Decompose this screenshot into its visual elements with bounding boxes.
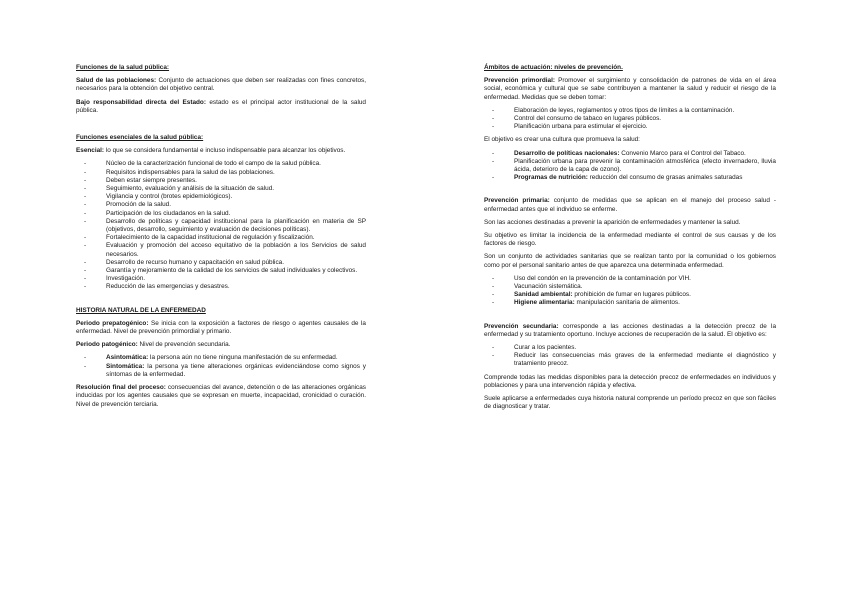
term-programas-nutricion: Programas de nutrición: <box>514 174 588 182</box>
list-funciones-esenciales <box>76 160 366 291</box>
term-responsabilidad-estado: Bajo responsabilidad directa del Estado: <box>76 98 206 106</box>
text-programas-nutricion: reducción del consumo de grasas animales saturadas <box>587 174 743 182</box>
term-prepatogenico: Periodo prepatogénico: <box>76 319 149 327</box>
list-item: - Vigilancia y control (brotes epidemiológicos). <box>84 193 366 201</box>
heading-funciones-esenciales: Funciones esenciales de la salud pública: <box>76 134 204 142</box>
paragraph-patogenico <box>76 341 366 349</box>
text-asintomatica: la persona aún no tiene ninguna manifestación de su enfermedad. <box>148 354 338 362</box>
list-item <box>84 354 366 362</box>
list-item: - Fortalecimiento de la capacidad institucional de regulación y fiscalización. <box>84 234 366 242</box>
text-higiene-alimentaria: manipulación sanitaria de alimentos. <box>574 299 680 307</box>
heading-historia-natural: HISTORIA NATURAL DE LA ENFERMEDAD <box>76 306 206 314</box>
paragraph-prevencion-secundaria <box>484 323 776 339</box>
list-item: - Control del consumo de tabaco en lugares públicos. <box>492 115 776 123</box>
list-item: - Promoción de la salud. <box>84 201 366 209</box>
term-salud-poblaciones: Salud de las poblaciones: <box>76 77 157 85</box>
list-item: - Requisitos indispensables para la salud de las poblaciones. <box>84 169 366 177</box>
list-item: - Deben estar siempre presentes. <box>84 177 366 185</box>
list-secundaria <box>484 344 776 369</box>
list-item <box>492 150 776 158</box>
heading-ambitos: Ámbitos de actuación: niveles de prevención. <box>484 64 623 71</box>
paragraph-primordial <box>484 77 776 102</box>
list-item: - Investigación. <box>84 275 366 283</box>
list-item: - Garantía y mejoramiento de la calidad de los servicios de salud individuales y colectivos. <box>84 267 366 275</box>
text-primordial: Promover el surgimiento y consolidación de patrones de vida en el área social, económica y cultural que se sabe contribuyen a mantener la salud y reducir el riesgo de la enfermedad. Medidas que se deben tomar: <box>484 77 776 101</box>
text-planificacion-urbana: Planificación urbana para prevenir la contaminación atmosférica (efecto invernadero, lluvia ácida, deterioro de la capa de ozono). <box>514 157 776 174</box>
term-patogenico: Periodo patogénico: <box>76 341 138 349</box>
paragraph-secundaria-medidas: Comprende todas las medidas disponibles para la detección precoz de enfermedades en individuos y poblaciones y para una intervención rápida y efectiva. <box>484 373 776 389</box>
list-item: - Seguimiento, evaluación y análisis de la situación de salud. <box>84 185 366 193</box>
term-prevencion-secundaria: Prevención secundaria: <box>484 322 559 330</box>
list-item: - Núcleo de la caracterización funcional de todo el campo de la salud pública. <box>84 160 366 168</box>
right-column <box>484 64 776 417</box>
list-medidas-primordial <box>484 107 776 132</box>
list-item: - Desarrollo de políticas y capacidad institucional para la planificación en materia de SP (objetivos, desarrollo, seguimiento y evaluación de decisiones políticas). <box>84 218 366 234</box>
text-esencial: lo que se considera fundamental e incluso indispensable para alcanzar los objetivos. <box>104 147 346 155</box>
list-item: - Desarrollo de recurso humano y capacitación en salud pública. <box>84 259 366 267</box>
list-item <box>492 283 776 291</box>
term-asintomatica: Asintomática: <box>106 354 149 362</box>
text-sanidad-ambiental: prohibición de fumar en lugares públicos. <box>572 291 691 299</box>
text-condon: Uso del condón en la prevención de la contaminación por VIH. <box>514 274 691 282</box>
list-item: - Evaluación y promoción del acceso equitativo de la población a los Servicios de salud necesarios. <box>84 242 366 258</box>
list-item: - Planificación urbana para estimular el ejercicio. <box>492 123 776 131</box>
paragraph-primaria-acciones: Son las acciones destinadas a prevenir la aparición de enfermedades y mantener la salud. <box>484 218 741 226</box>
text-salud-poblaciones: Conjunto de actuaciones que deben ser realizadas con fines concretos, necesarios para la obtención del objetivo central. <box>76 77 366 93</box>
list-item <box>492 158 776 174</box>
paragraph-secundaria-aplicacion: Suele aplicarse a enfermedades cuya historia natural comprende un período precoz en que son fáciles de diagnosticar y tratar. <box>484 395 776 411</box>
text-sintomatica: la persona ya tiene alteraciones orgánicas evidenciándose como signos y síntomas de la enfermedad. <box>106 362 366 378</box>
paragraph-prepatogenico <box>76 320 366 336</box>
list-cultura-salud <box>484 150 776 183</box>
list-item <box>492 174 776 182</box>
list-item <box>492 299 776 307</box>
text-politicas-nacionales: Convenio Marco para el Control del Tabaco. <box>619 149 746 157</box>
term-resolucion: Resolución final del proceso: <box>76 384 166 392</box>
list-item <box>492 291 776 299</box>
text-prevencion-secundaria: corresponde a las acciones destinadas a la detección precoz de la enfermedad y su tratamiento oportuno. Incluye acciones de recuperación de la salud. El objetivo es: <box>484 322 776 338</box>
paragraph-esencial <box>76 147 366 155</box>
list-primaria <box>484 275 776 308</box>
paragraph-salud-poblaciones <box>76 77 366 93</box>
term-esencial: Esencial: <box>76 147 105 155</box>
heading-funciones: Funciones de la salud pública: <box>76 64 170 71</box>
paragraph-prevencion-primaria <box>484 197 776 213</box>
list-patogenico <box>76 354 366 379</box>
paragraph-resolucion <box>76 384 366 409</box>
term-politicas-nacionales: Desarrollo de políticas nacionales: <box>514 149 620 157</box>
term-primordial: Prevención primordial: <box>484 77 555 85</box>
term-sintomatica: Sintomática: <box>106 362 145 370</box>
term-higiene-alimentaria: Higiene alimentaria: <box>514 299 575 307</box>
paragraph-responsabilidad-estado <box>76 99 366 115</box>
list-item: - Elaboración de leyes, reglamentos y otros tipos de límites a la contaminación. <box>492 107 776 115</box>
text-vacunacion: Vacunación sistemática. <box>514 283 583 291</box>
list-item <box>492 275 776 283</box>
term-sanidad-ambiental: Sanidad ambiental: <box>514 291 573 299</box>
list-item <box>84 363 366 379</box>
list-item: - Reducción de las emergencias y desastres. <box>84 283 366 291</box>
list-item: - Participación de los ciudadanos en la salud. <box>84 210 366 218</box>
text-resolucion: consecuencias del avance, detención o de las alteraciones orgánicas inducidas por los agentes causales que se expresan en muerte, incapacidad, cronicidad o curación. Nivel de prevención terciaria. <box>76 384 366 408</box>
paragraph-objetivo-cultura: El objetivo es crear una cultura que promueva la salud: <box>484 136 640 144</box>
text-responsabilidad-estado: estado es el principal actor institucional de la salud pública. <box>76 98 366 114</box>
text-patogenico: Nivel de prevención secundaria. <box>137 341 231 349</box>
term-prevencion-primaria: Prevención primaria: <box>484 197 550 205</box>
text-prepatogenico: Se inicia con la exposición a factores de riesgo o agentes causales de la enfermedad. Nivel de prevención primordial y primario. <box>76 319 366 336</box>
paragraph-primaria-actividades: Son un conjunto de actividades sanitarias que se realizan tanto por la comunidad o los gobiernos como por el personal sanitario antes de que aparezca una determinada enfermedad. <box>484 253 776 269</box>
paragraph-primaria-objetivo: Su objetivo es limitar la incidencia de la enfermedad mediante el control de sus causas y de los factores de riesgo. <box>484 232 776 248</box>
list-item: - Reducir las consecuencias más graves de la enfermedad mediante el diagnóstico y tratamiento precoz. <box>492 352 776 368</box>
list-item: - Curar a los pacientes. <box>492 344 776 352</box>
left-column <box>76 64 366 414</box>
text-prevencion-primaria: conjunto de medidas que se aplican en el manejo del proceso salud - enfermedad antes que el individuo se enferme. <box>484 197 776 213</box>
